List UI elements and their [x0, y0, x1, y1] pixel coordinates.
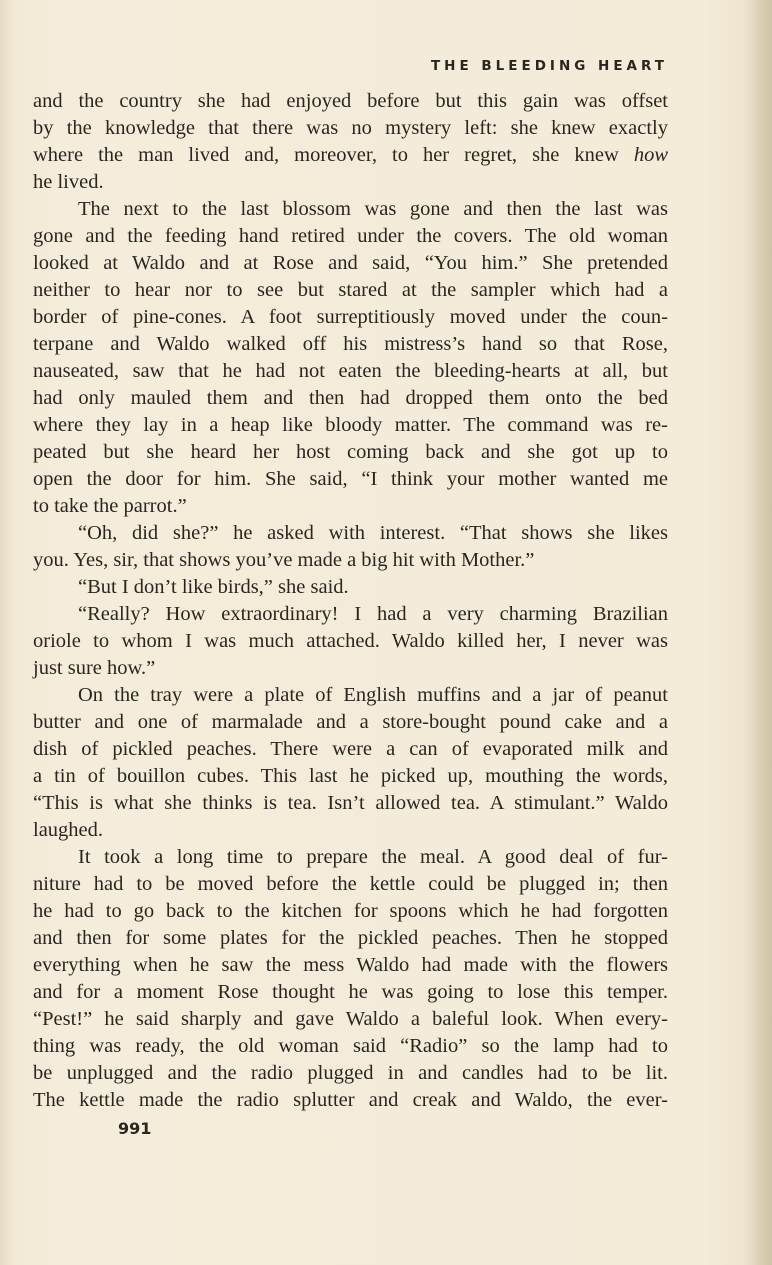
emphasis: how: [633, 144, 668, 166]
text-line: nauseated, saw that he had not eaten the bleeding-hearts at all, but: [33, 360, 668, 382]
paragraph: [33, 844, 668, 1114]
text-line: On the tray were a plate of English muffins and a jar of peanut: [78, 684, 668, 706]
text-line: looked at Waldo and at Rose and said, “You him.” She pretended: [33, 252, 668, 274]
text-line: just sure how.”: [33, 657, 156, 679]
paragraph: [33, 682, 668, 844]
body-text: [33, 88, 668, 1114]
text-line: you. Yes, sir, that shows you’ve made a big hit with Mother.”: [33, 549, 535, 571]
text-line: open the door for him. She said, “I think your mother wanted me: [33, 468, 668, 490]
paragraph: [33, 574, 668, 601]
text-line: dish of pickled peaches. There were a can of evaporated milk and: [33, 738, 668, 760]
text-line: “Really? How extraordinary! I had a very charming Brazilian: [78, 603, 668, 625]
text-line: The next to the last blossom was gone and then the last was: [78, 198, 668, 220]
paragraph: [33, 601, 668, 682]
text-line: he lived.: [33, 171, 104, 193]
text-line: “This is what she thinks is tea. Isn’t allowed tea. A stimulant.” Waldo: [33, 792, 668, 814]
text-line: thing was ready, the old woman said “Radio” so the lamp had to: [33, 1035, 668, 1057]
paragraph: [33, 520, 668, 574]
paragraph: [33, 88, 668, 196]
text-line: to take the parrot.”: [33, 495, 187, 517]
text-line: “But I don’t like birds,” she said.: [78, 576, 349, 598]
paragraph: [33, 196, 668, 520]
text-line: The kettle made the radio splutter and creak and Waldo, the ever-: [33, 1089, 668, 1111]
text-line: “Pest!” he said sharply and gave Waldo a baleful look. When every-: [33, 1008, 668, 1030]
text-line: oriole to whom I was much attached. Waldo killed her, I never was: [33, 630, 668, 652]
text-line: and the country she had enjoyed before but this gain was offset: [33, 90, 668, 112]
text-line: border of pine-cones. A foot surreptitiously moved under the coun-: [33, 306, 668, 328]
text-line: laughed.: [33, 819, 104, 841]
text-line: “Oh, did she?” he asked with interest. “That shows she likes: [78, 522, 668, 544]
running-header: THE BLEEDING HEART: [430, 58, 668, 74]
text-line: be unplugged and the radio plugged in and candles had to be lit.: [33, 1062, 668, 1084]
text-line: by the knowledge that there was no mystery left: she knew exactly: [33, 117, 668, 139]
text-line: neither to hear nor to see but stared at the sampler which had a: [33, 279, 668, 301]
text-line: had only mauled them and then had dropped them onto the bed: [33, 387, 668, 409]
text-line: where they lay in a heap like bloody matter. The command was re-: [33, 414, 668, 436]
text-line: and for a moment Rose thought he was going to lose this temper.: [33, 981, 668, 1003]
text-line: and then for some plates for the pickled peaches. Then he stopped: [33, 927, 668, 949]
text-line: terpane and Waldo walked off his mistress’s hand so that Rose,: [33, 333, 668, 355]
text-line: everything when he saw the mess Waldo had made with the flowers: [33, 954, 668, 976]
text-line: peated but she heard her host coming back and she got up to: [33, 441, 668, 463]
text-line: butter and one of marmalade and a store-bought pound cake and a: [33, 711, 668, 733]
text-line: gone and the feeding hand retired under the covers. The old woman: [33, 225, 668, 247]
text-line: a tin of bouillon cubes. This last he picked up, mouthing the words,: [33, 765, 668, 787]
text-line: It took a long time to prepare the meal. A good deal of fur-: [78, 846, 668, 868]
text-line: he had to go back to the kitchen for spoons which he had forgotten: [33, 900, 668, 922]
text-line: niture had to be moved before the kettle could be plugged in; then: [33, 873, 668, 895]
page-number: 991: [118, 1119, 152, 1138]
text-line: where the man lived and, moreover, to her regret, she knew how: [33, 144, 668, 166]
